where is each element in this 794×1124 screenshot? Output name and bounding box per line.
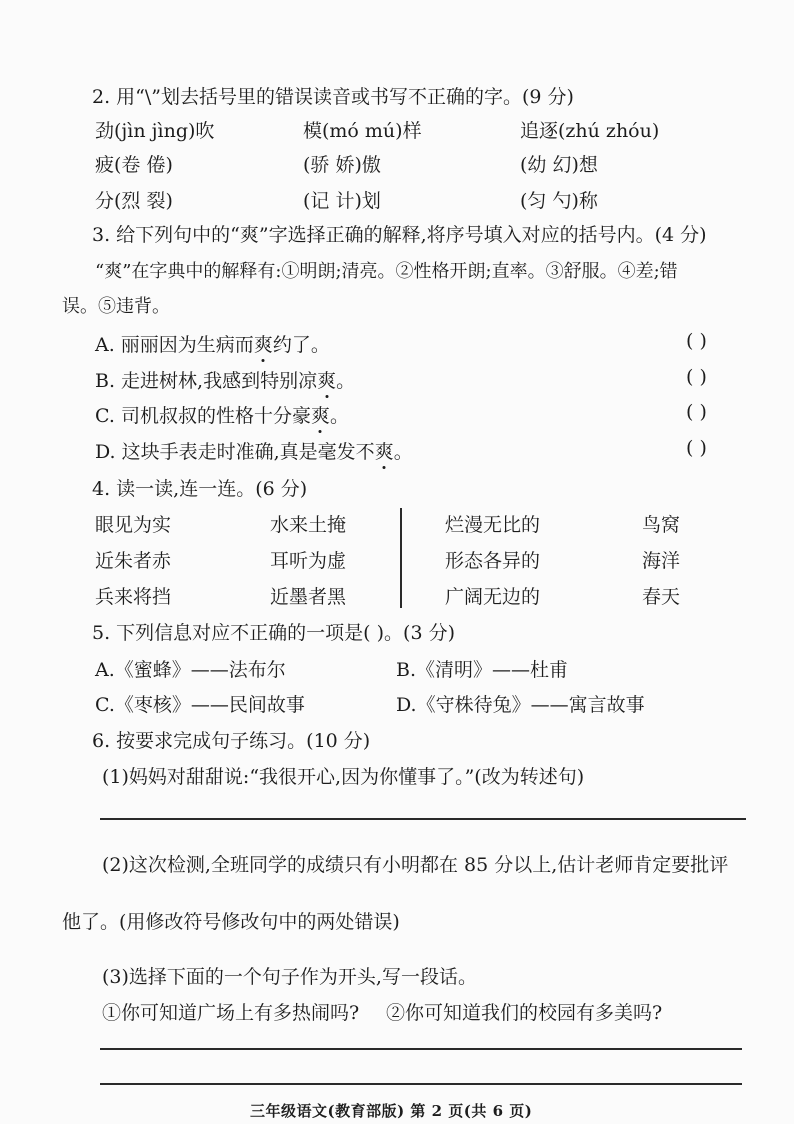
page-footer: 三年级语文(教育部版) 第 2 页(共 6 页) [250, 1102, 533, 1120]
q2-item: 追逐(zhú zhóu) [520, 120, 660, 142]
q2-item: (幼 幻)想 [520, 154, 598, 176]
match-left-a[interactable]: 眼见为实 [95, 514, 172, 536]
q2-item: (记 计)划 [303, 190, 381, 212]
match-right-b[interactable]: 鸟窝 [642, 514, 681, 536]
answer-line[interactable] [100, 818, 746, 820]
q2-item: 模(mó mú)样 [303, 120, 422, 142]
q3-definition-line1: “爽”在字典中的解释有:①明朗;清亮。②性格开朗;直率。③舒服。④差;错 [95, 261, 678, 282]
match-left-a[interactable]: 近朱者赤 [95, 550, 172, 572]
match-left-a[interactable]: 兵来将挡 [95, 586, 172, 608]
match-right-a[interactable]: 形态各异的 [445, 550, 541, 572]
q3-item-a [95, 330, 330, 357]
section-divider [400, 508, 402, 608]
q3-item-c [95, 401, 349, 428]
dotted-char: 爽 [310, 405, 330, 427]
answer-paren[interactable]: ( ) [686, 366, 707, 388]
q3-item-d [95, 437, 413, 464]
q2-item: (骄 娇)傲 [303, 154, 381, 176]
q5-option-a[interactable]: A.《蜜蜂》——法布尔 [95, 659, 286, 681]
q6-part3: (3)选择下面的一个句子作为开头,写一段话。 [102, 966, 477, 988]
q4-title: 4. 读一读,连一连。(6 分) [92, 478, 308, 500]
answer-paren[interactable]: ( ) [686, 401, 707, 423]
q3-item-text: 。 [329, 405, 349, 427]
dotted-char: 爽 [374, 441, 394, 463]
q2-item: 劲(jìn jìng)吹 [95, 120, 215, 142]
q5-option-d[interactable]: D.《守株待兔》——寓言故事 [396, 694, 645, 716]
q3-item-text: 约了。 [272, 334, 330, 356]
match-left-b[interactable]: 耳听为虚 [270, 550, 347, 572]
answer-line[interactable] [100, 1083, 742, 1085]
q6-option-2: ②你可知道我们的校园有多美吗? [386, 1002, 663, 1024]
match-right-a[interactable]: 广阔无边的 [445, 586, 541, 608]
q3-definition-line2: 误。⑤违背。 [62, 296, 170, 317]
q6-part2-line2: 他了。(用修改符号修改句中的两处错误) [62, 911, 400, 933]
match-left-b[interactable]: 近墨者黑 [270, 586, 347, 608]
q6-option-1: ①你可知道广场上有多热闹吗? [102, 1002, 360, 1024]
match-right-b[interactable]: 海洋 [642, 550, 681, 572]
q6-part1: (1)妈妈对甜甜说:“我很开心,因为你懂事了。”(改为转述句) [102, 766, 585, 788]
q5-option-b[interactable]: B.《清明》——杜甫 [396, 659, 569, 681]
q2-item: 分(烈 裂) [95, 190, 173, 212]
q3-item-text: 。 [336, 370, 356, 392]
q5-option-c[interactable]: C.《枣核》——民间故事 [95, 694, 305, 716]
q3-title: 3. 给下列句中的“爽”字选择正确的解释,将序号填入对应的括号内。(4 分) [92, 224, 707, 246]
q2-item: (匀 勺)称 [520, 190, 598, 212]
answer-paren[interactable]: ( ) [686, 330, 707, 352]
q5-title: 5. 下列信息对应不正确的一项是( )。(3 分) [92, 622, 455, 644]
q3-item-text: C. 司机叔叔的性格十分豪 [95, 405, 311, 427]
q3-item-text: A. 丽丽因为生病而 [95, 334, 254, 356]
q3-item-b [95, 366, 355, 393]
q6-title: 6. 按要求完成句子练习。(10 分) [92, 730, 371, 752]
match-right-b[interactable]: 春天 [642, 586, 681, 608]
answer-paren[interactable]: ( ) [686, 437, 707, 459]
q3-item-text: D. 这块手表走时准确,真是毫发不 [95, 441, 375, 463]
q3-item-text: B. 走进树林,我感到特别凉 [95, 370, 318, 392]
q2-item: 疲(卷 倦) [95, 154, 173, 176]
q6-part2-line1: (2)这次检测,全班同学的成绩只有小明都在 85 分以上,估计老师肯定要批评 [102, 854, 729, 876]
q3-item-text: 。 [393, 441, 413, 463]
answer-line[interactable] [100, 1048, 742, 1050]
dotted-char: 爽 [253, 334, 273, 356]
match-right-a[interactable]: 烂漫无比的 [445, 514, 541, 536]
match-left-b[interactable]: 水来土掩 [270, 514, 347, 536]
dotted-char: 爽 [317, 370, 337, 392]
q2-title: 2. 用“\”划去括号里的错误读音或书写不正确的字。(9 分) [92, 86, 574, 108]
